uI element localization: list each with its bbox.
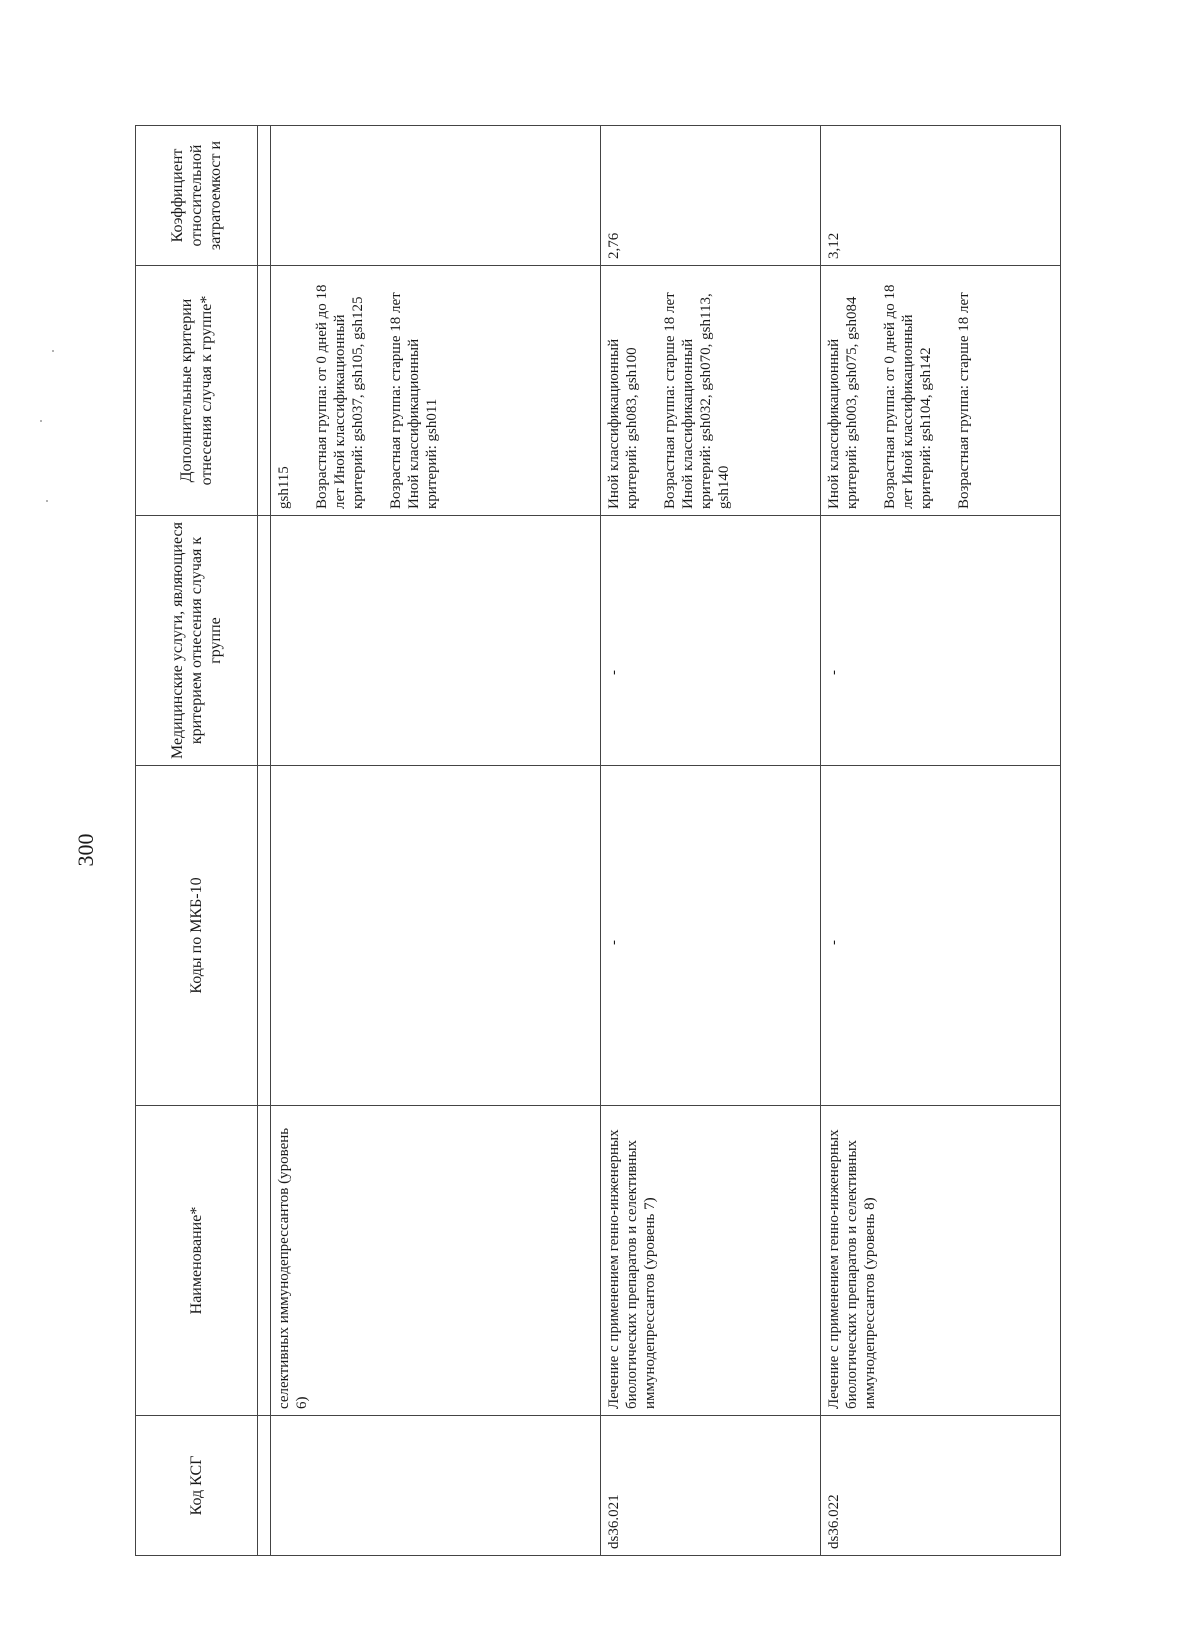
header-services: Медицинские услуги, являющиеся критерием отнесения случая к группе (136, 516, 258, 766)
cell-icd: - (821, 766, 1061, 1106)
header-criteria: Дополнительные критерии отнесения случая к группе* (136, 266, 258, 516)
cell-coefficient (271, 126, 601, 266)
scan-speck (46, 500, 48, 502)
cell-icd (271, 766, 601, 1106)
table-row (821, 126, 1061, 1556)
header-icd: Коды по МКБ-10 (136, 766, 258, 1106)
cell-services: - (601, 516, 821, 766)
cell-criteria (271, 266, 601, 516)
criteria-text: Иной классификационный критерий: gsh003, gsh075, gsh084 (826, 296, 860, 509)
cell-criteria (821, 266, 1061, 516)
cell-services: - (821, 516, 1061, 766)
cell-criteria (601, 266, 821, 516)
criteria-text: Возрастная группа: старше 18 лет Иной классификационный критерий: gsh011 (388, 292, 440, 509)
criteria-text: Возрастная группа: старше 18 лет Иной классификационный критерий: gsh032, gsh070, gsh113, gsh140 (662, 292, 732, 509)
cell-icd: - (601, 766, 821, 1106)
header-name: Наименование* (136, 1106, 258, 1416)
cell-name: селективных иммунодепрессантов (уровень 6) (271, 1106, 601, 1416)
scan-speck (40, 420, 42, 422)
criteria-text: gsh115 (276, 466, 292, 509)
scan-speck (52, 350, 54, 352)
header-coefficient: Коэффициент относительной затратоемкост и (136, 126, 258, 266)
cell-name: Лечение с применением генно-инженерных биологических препаратов и селективных иммунодепрессантов (уровень 8) (821, 1106, 1061, 1416)
table-row (271, 126, 601, 1556)
table-spacer-row (258, 126, 271, 1556)
criteria-text: Возрастная группа: старше 18 лет (956, 292, 972, 509)
cell-coefficient: 2,76 (601, 126, 821, 266)
criteria-text: Возрастная группа: от 0 дней до 18 лет Иной классификационный критерий: gsh104, gsh142 (882, 284, 934, 509)
cell-code (271, 1416, 601, 1556)
ksg-table (135, 125, 1061, 1556)
table-row (601, 126, 821, 1556)
cell-services (271, 516, 601, 766)
criteria-text: Возрастная группа: от 0 дней до 18 лет Иной классификационный критерий: gsh037, gsh105, gsh125 (314, 284, 366, 509)
cell-code: ds36.021 (601, 1416, 821, 1556)
cell-code: ds36.022 (821, 1416, 1061, 1556)
criteria-text: Иной классификационный критерий: gsh083, gsh100 (606, 338, 640, 509)
cell-coefficient: 3,12 (821, 126, 1061, 266)
header-code: Код КСГ (136, 1416, 258, 1556)
ksg-table-container (135, 126, 1059, 1556)
table-header-row (136, 126, 258, 1556)
cell-name: Лечение с применением генно-инженерных биологических препаратов и селективных иммунодепрессантов (уровень 7) (601, 1106, 821, 1416)
page-number: 300 (73, 833, 98, 867)
